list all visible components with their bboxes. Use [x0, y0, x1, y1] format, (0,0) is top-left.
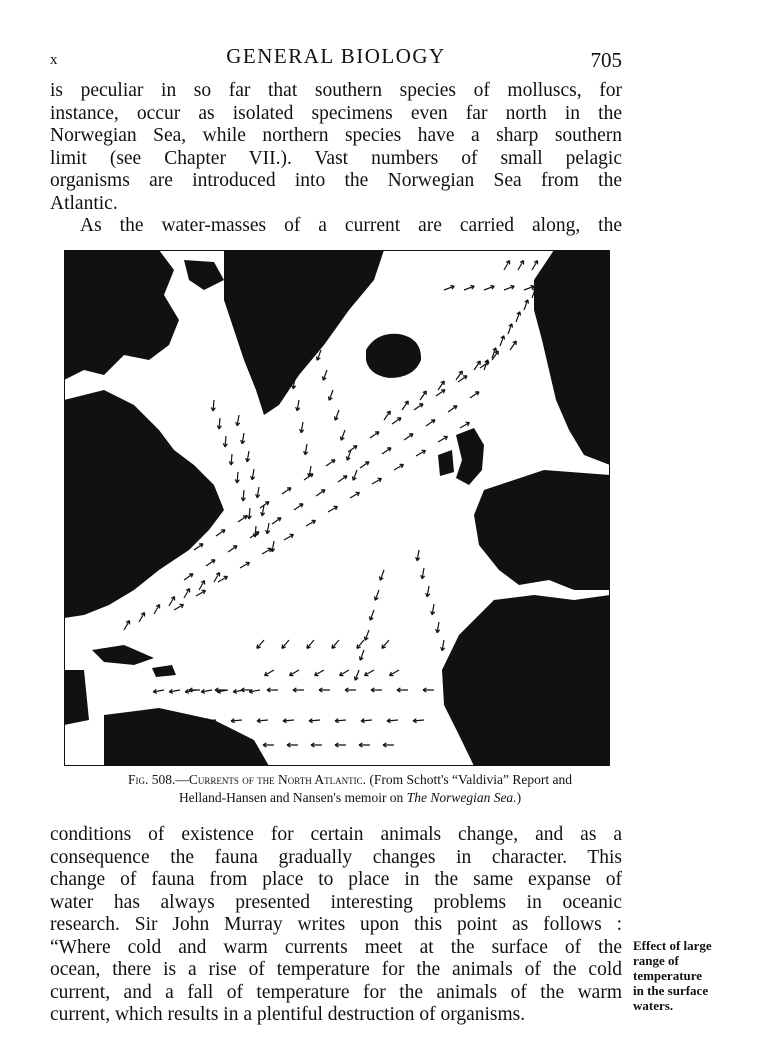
text-line: Norwegian Sea, while northern species have a sharp southern: [50, 125, 622, 146]
figure-source: (From Schott's “Valdivia” Report and: [369, 772, 572, 787]
text-line: instance, occur as isolated specimens even far north in the: [50, 102, 622, 124]
top-paragraph: [50, 80, 622, 238]
text-line: current, and a fall of temperature for the animals of the warm: [50, 981, 622, 1003]
text-line: As the water-masses of a current are carried along, the: [80, 215, 622, 236]
text-line: consequence the fauna gradually changes in character. This: [50, 846, 622, 868]
text-line: limit (see Chapter VII.). Vast numbers of small pelagic: [50, 147, 622, 169]
figure-close: ): [516, 790, 522, 805]
bottom-paragraph: [50, 824, 622, 1027]
running-title: GENERAL BIOLOGY: [226, 44, 446, 68]
text-line: research. Sir John Murray writes upon this point as follows :: [50, 914, 622, 935]
text-line: change of fauna from place to place in the same expanse of: [50, 869, 622, 890]
margin-note: [633, 938, 743, 1013]
figure-source-line2: Helland-Hansen and Nansen's memoir on: [178, 790, 404, 805]
figure-title: —Currents of the North Atlantic.: [175, 772, 366, 787]
currents-map-figure: [64, 250, 610, 766]
text-line: conditions of existence for certain animals change, and as a: [50, 824, 622, 845]
text-line: ocean, there is a rise of temperature for the animals of the cold: [50, 959, 622, 980]
margin-note-line: in the surface: [633, 983, 709, 998]
text-line: Atlantic.: [50, 192, 118, 214]
north-atlantic-map: [64, 250, 610, 766]
margin-note-line: waters.: [633, 998, 674, 1013]
margin-note-line: range of: [633, 953, 679, 968]
text-line: current, which results in a plentiful destruction of organisms.: [50, 1004, 526, 1025]
text-line: “Where cold and warm currents meet at the surface of the: [50, 936, 622, 958]
section-number: x: [50, 52, 58, 68]
margin-note-line: temperature: [633, 968, 703, 983]
text-line: organisms are introduced into the Norwegian Sea from the: [50, 170, 622, 191]
margin-note-line: Effect of large: [633, 938, 712, 953]
text-line: is peculiar in so far that southern species of molluscs, for: [50, 80, 622, 101]
text-line: water has always presented interesting problems in oceanic: [50, 891, 622, 913]
figure-caption: [70, 771, 630, 807]
figure-number: Fig. 508.: [127, 772, 176, 787]
page-header: [50, 44, 622, 72]
page-number: 705: [590, 48, 622, 72]
figure-work-title: The Norwegian Sea.: [406, 790, 517, 805]
